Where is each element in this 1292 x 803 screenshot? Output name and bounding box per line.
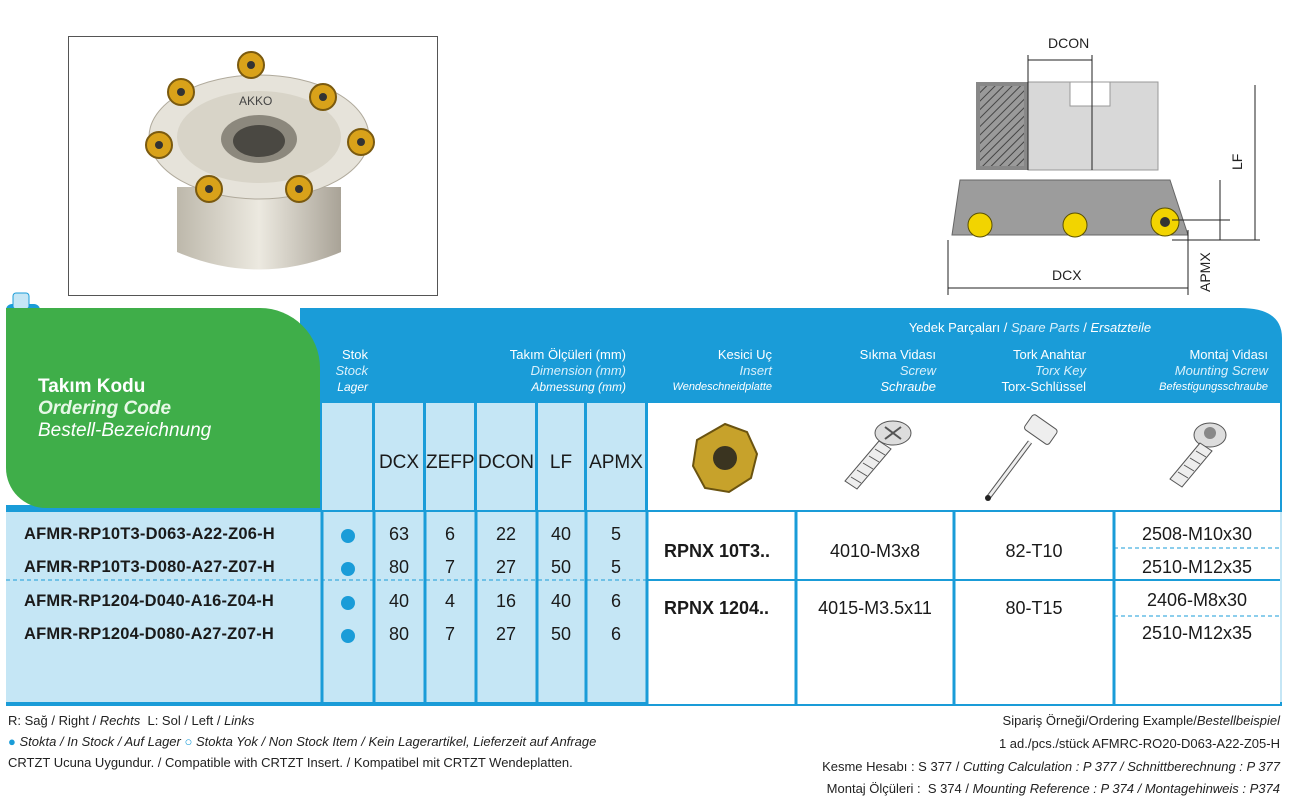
- apmx-value: 5: [610, 524, 621, 544]
- ordering-code-tr: Takım Kodu: [38, 376, 146, 397]
- order-example-de: Bestellbeispiel: [1196, 713, 1280, 728]
- key-tr: Tork Anahtar: [1013, 347, 1086, 362]
- screw-header: [800, 347, 936, 395]
- dcx-value: 80: [388, 624, 410, 644]
- mounting-screw-code: 2510-M12x35: [1141, 623, 1253, 643]
- mounting-screw-code: 2510-M12x35: [1141, 557, 1253, 577]
- footer-compatible: CRTZT Ucuna Uygundur. / Compatible with CRTZT Insert. / Kompatibel mit CRTZT Wendeplatten.: [8, 755, 573, 770]
- in-stock-dot: [341, 529, 355, 543]
- spare-en: Spare Parts: [1010, 320, 1080, 335]
- mounting-screw-code: 2406-M8x30: [1146, 590, 1248, 610]
- lf-value: 40: [550, 524, 572, 544]
- in-stock-bullet-icon: ●: [8, 734, 16, 749]
- insert-icon: [685, 418, 765, 498]
- dcon-value: 22: [495, 524, 517, 544]
- col-lf: LF: [549, 452, 573, 473]
- lf-value: 50: [550, 624, 572, 644]
- col-zefp: ZEFP: [426, 452, 475, 473]
- dimension-de: Abmessung (mm): [531, 380, 626, 394]
- mounting-ref-en: Mounting Reference : P 374 / Montagehinweis : P374: [972, 781, 1280, 796]
- in-stock-dot: [341, 596, 355, 610]
- stock-header: [322, 347, 368, 395]
- ordering-code-de: Bestell-Bezeichnung: [38, 420, 212, 441]
- footer-right: R: Sağ / Right /: [8, 713, 100, 728]
- order-example-label: Sipariş Örneği/Ordering Example/: [1002, 713, 1197, 728]
- screw-de: Schraube: [880, 379, 936, 394]
- milling-cutter-image: [69, 37, 437, 295]
- dcon-label: DCON: [1048, 35, 1090, 51]
- insert-header: [650, 347, 772, 395]
- dcx-value: 80: [388, 557, 410, 577]
- footer-legend-direction: [8, 713, 254, 728]
- dcx-value: 63: [388, 524, 410, 544]
- footer-rechts: Rechts: [99, 713, 141, 728]
- dcx-label: DCX: [1052, 267, 1082, 283]
- zefp-value: 4: [444, 591, 455, 611]
- zefp-value: 7: [444, 624, 455, 644]
- stock-en: Stock: [335, 363, 368, 378]
- footer-legend-stock: [8, 734, 596, 749]
- brand-text: AKKO: [239, 94, 273, 108]
- product-photo: [68, 36, 438, 296]
- dimension-en: Dimension (mm): [530, 363, 626, 378]
- mount-en: Mounting Screw: [1174, 363, 1268, 378]
- torx-key-header: [958, 347, 1086, 395]
- dcx-value: 40: [388, 591, 410, 611]
- ordering-code: AFMR-RP10T3-D063-A22-Z06-H: [24, 525, 275, 543]
- col-dcon: DCON: [478, 452, 534, 473]
- mounting-ref-tr: Montaj Ölçüleri : S 374 /: [826, 781, 973, 796]
- col-apmx: APMX: [589, 452, 643, 473]
- dimension-diagram: [940, 30, 1260, 300]
- dimension-tr: Takım Ölçüleri (mm): [509, 347, 626, 362]
- torx-key-code: 82-T10: [1005, 541, 1063, 561]
- ordering-code: AFMR-RP10T3-D080-A27-Z07-H: [24, 558, 275, 576]
- ordering-code-en: Ordering Code: [38, 398, 172, 419]
- cutting-calc-tr: Kesme Hesabı : S 377 /: [822, 759, 963, 774]
- lf-value: 40: [550, 591, 572, 611]
- insert-de: Wendeschneidplatte: [672, 381, 772, 393]
- mount-tr: Montaj Vidası: [1189, 347, 1268, 362]
- spare-parts-header: Yedek Parçaları / Spare Parts / Ersatzteile: [908, 320, 1152, 335]
- insert-code: RPNX 1204..: [664, 598, 770, 618]
- dcon-value: 16: [495, 591, 517, 611]
- ordering-code: AFMR-RP1204-D040-A16-Z04-H: [24, 592, 275, 610]
- apmx-value: 6: [610, 591, 621, 611]
- footer-order-code: 1 ad./pcs./stück AFMRC-RO20-D063-A22-Z05-H: [998, 736, 1280, 751]
- in-stock-dot: [341, 562, 355, 576]
- col-dcx: DCX: [378, 452, 420, 473]
- zefp-value: 6: [444, 524, 455, 544]
- non-stock-bullet-icon: ○: [184, 734, 193, 749]
- footer-cutting-calc: [822, 759, 1280, 774]
- spare-tr: Yedek Parçaları: [908, 320, 1001, 335]
- key-de: Torx-Schlüssel: [1001, 379, 1086, 394]
- dimension-header: [380, 347, 626, 395]
- torx-key-icon: [980, 412, 1080, 504]
- mount-de: Befestigungsschraube: [1159, 381, 1268, 393]
- footer-non-stock: Stokta Yok / Non Stock Item / Kein Lagerartikel, Lieferzeit auf Anfrage: [195, 734, 597, 749]
- mounting-screw-code: 2508-M10x30: [1141, 524, 1253, 544]
- apmx-value: 5: [610, 557, 621, 577]
- lf-label: LF: [1229, 153, 1245, 170]
- mounting-screw-header: [1118, 347, 1268, 395]
- insert-tr: Kesici Uç: [717, 347, 772, 362]
- footer-mounting-ref: [827, 781, 1280, 796]
- lf-value: 50: [550, 557, 572, 577]
- dcon-value: 27: [495, 624, 517, 644]
- screw-code: 4010-M3x8: [829, 541, 921, 561]
- screw-icon: [835, 415, 925, 495]
- dcon-value: 27: [495, 557, 517, 577]
- screw-tr: Sıkma Vidası: [859, 347, 936, 362]
- insert-en: Insert: [739, 363, 772, 378]
- footer-order-example: [1003, 713, 1280, 728]
- footer-links: Links: [224, 713, 255, 728]
- footer-in-stock: Stokta / In Stock / Auf Lager: [19, 734, 181, 749]
- apmx-value: 6: [610, 624, 621, 644]
- mounting-screw-icon: [1160, 415, 1240, 495]
- zefp-value: 7: [444, 557, 455, 577]
- stock-de: Lager: [337, 380, 368, 394]
- screw-en: Screw: [899, 363, 936, 378]
- apmx-label: APMX: [1197, 252, 1213, 292]
- footer-left: L: Sol / Left /: [140, 713, 225, 728]
- torx-key-code: 80-T15: [1005, 598, 1063, 618]
- spare-de: Ersatzteile: [1090, 320, 1152, 335]
- screw-code: 4015-M3.5x11: [818, 598, 932, 618]
- stock-tr: Stok: [341, 347, 368, 362]
- key-en: Torx Key: [1035, 363, 1086, 378]
- ordering-code: AFMR-RP1204-D080-A27-Z07-H: [24, 625, 275, 643]
- ordering-code-title: [38, 376, 211, 442]
- in-stock-dot: [341, 629, 355, 643]
- insert-code: RPNX 10T3..: [664, 541, 771, 561]
- cutting-calc-en: Cutting Calculation : P 377 / Schnittberechnung : P 377: [962, 759, 1280, 774]
